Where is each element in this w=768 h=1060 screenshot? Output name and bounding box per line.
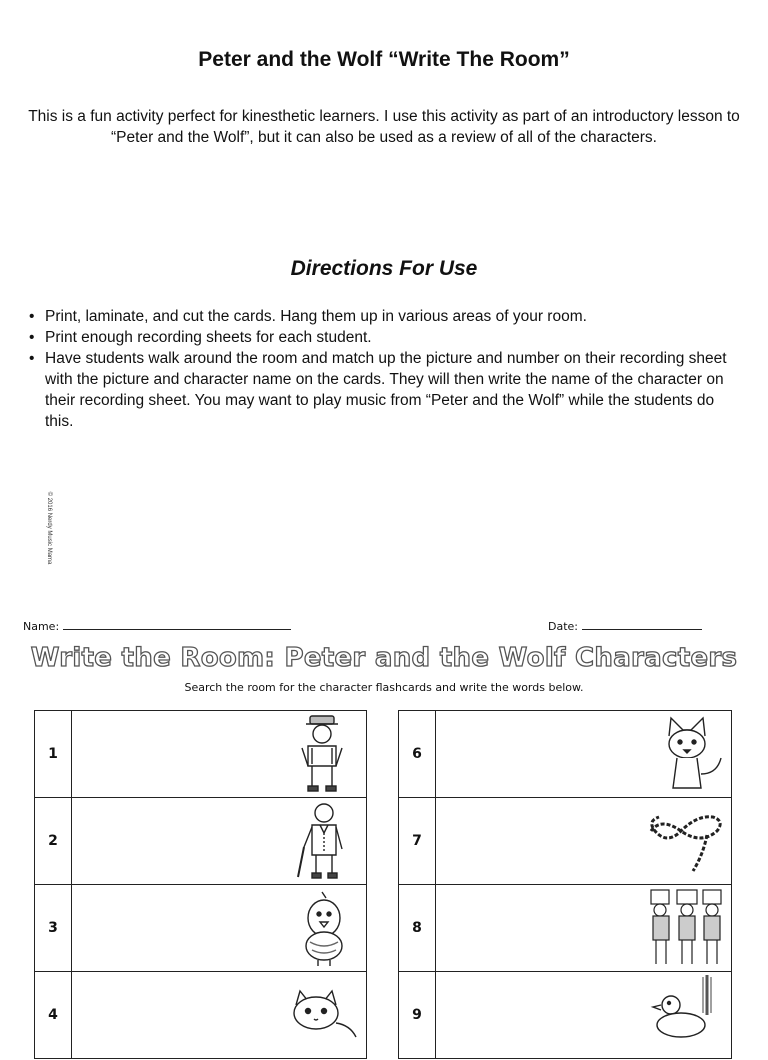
date-label: Date: [548, 620, 578, 633]
answer-row[interactable] [399, 798, 731, 885]
direction-item: • Print, laminate, and cut the cards. Hang them up in various areas of your room. [27, 306, 732, 327]
answer-row[interactable] [35, 885, 366, 972]
worksheet-title: Write the Room: Peter and the Wolf Characters [30, 643, 738, 673]
intro-paragraph: This is a fun activity perfect for kinesthetic learners. I use this activity as part of an introductory lesson to “Peter and the Wolf”, but it can also be used as a review of all of the characters. [28, 108, 740, 146]
grandfather-icon [282, 801, 362, 881]
answer-row[interactable] [399, 885, 731, 972]
duck-icon [647, 975, 727, 1055]
row-number: 3 [35, 885, 72, 971]
rope-icon [647, 801, 727, 881]
date-field[interactable] [548, 620, 702, 633]
direction-item: • Print enough recording sheets for each student. [27, 327, 732, 348]
row-number: 4 [35, 972, 72, 1058]
peter-boy-icon [282, 714, 362, 794]
page-title: Peter and the Wolf “Write The Room” [198, 48, 570, 71]
name-field[interactable] [23, 620, 291, 633]
date-blank[interactable] [582, 620, 702, 630]
directions-list [27, 306, 732, 432]
wolf-icon [647, 714, 727, 794]
worksheet-subtitle: Search the room for the character flashcards and write the words below. [184, 681, 584, 694]
directions-heading: Directions For Use [290, 257, 478, 280]
answer-row[interactable] [35, 798, 366, 885]
answer-row[interactable] [35, 972, 366, 1058]
direction-item: • Have students walk around the room and match up the picture and number on their recording sheet with the picture and character name on the cards. They will then write the name of the character on their recording sheet. You may want to play music from “Peter and the Wolf” while the students do this. [27, 348, 732, 432]
row-number: 8 [399, 885, 436, 971]
answer-row[interactable] [399, 972, 731, 1058]
name-blank[interactable] [63, 620, 291, 630]
answer-table-right [398, 710, 732, 1059]
row-number: 1 [35, 711, 72, 797]
row-number: 2 [35, 798, 72, 884]
copyright-notice: © 2016 Nerdy Music Mama [46, 491, 52, 565]
answer-row[interactable] [399, 711, 731, 798]
bird-icon [282, 888, 362, 968]
row-number: 9 [399, 972, 436, 1058]
name-label: Name: [23, 620, 60, 633]
hunters-icon [647, 888, 727, 968]
row-number: 6 [399, 711, 436, 797]
answer-table-left [34, 710, 367, 1059]
row-number: 7 [399, 798, 436, 884]
answer-row[interactable] [35, 711, 366, 798]
cat-icon [282, 975, 362, 1055]
